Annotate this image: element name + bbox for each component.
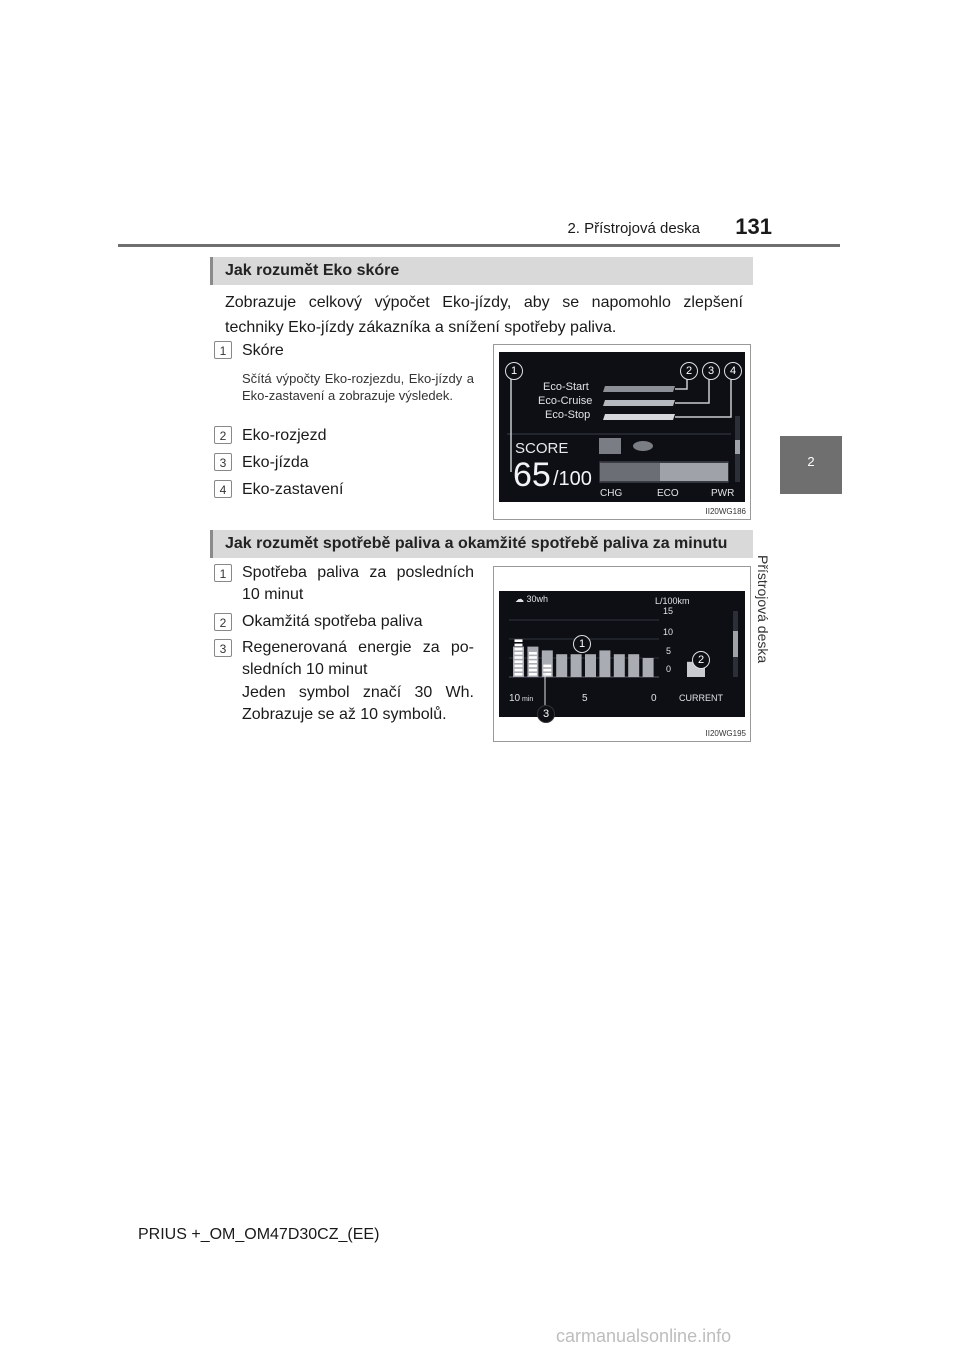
score-label: SCORE (515, 440, 569, 457)
item-number-3: 3 (214, 453, 232, 471)
callout-3b: 3 (537, 705, 555, 723)
callout-1: 1 (505, 362, 523, 380)
callout-1b: 1 (573, 635, 591, 653)
regen-symbol (515, 639, 523, 642)
item-regen-note: Jeden symbol značí 30 Wh. (242, 684, 474, 701)
item-instant-fuel: Okamžitá spotřeba paliva (242, 613, 423, 630)
fuel-chart-figure (493, 566, 751, 742)
score-value: 65 (513, 456, 551, 494)
regen-legend: ☁ 30wh (515, 594, 549, 604)
history-bar (614, 654, 625, 677)
chapter-title: 2. Přístrojová deska (567, 220, 700, 237)
current-label: CURRENT (679, 693, 723, 703)
history-bar (585, 654, 596, 677)
gauge-label-pwr: PWR (711, 488, 735, 499)
history-bar (643, 658, 654, 677)
item-score: Skóre (242, 342, 284, 359)
fuel-chart-screen (499, 591, 745, 717)
history-bar (571, 654, 582, 677)
item-regen-note-cont: Zobrazuje se až 10 symbolů. (242, 706, 447, 723)
eco-stop-bar (603, 414, 675, 420)
history-bar (556, 654, 567, 677)
y-tick-0: 0 (666, 664, 672, 674)
callout-2: 2 (680, 362, 698, 380)
x-label-min: min (522, 696, 534, 703)
unit-label: L/100km (655, 596, 690, 606)
chapter-tab[interactable]: 2 (780, 436, 842, 494)
callout-3: 3 (702, 362, 720, 380)
x-label-5: 5 (582, 693, 588, 704)
item-eco-start: Eko-rozjezd (242, 427, 327, 444)
row-label-eco-start: Eco-Start (543, 381, 589, 393)
item-number-2b: 2 (214, 613, 232, 631)
callout-2b: 2 (692, 651, 710, 669)
regen-symbol (515, 669, 523, 672)
regen-symbol (515, 656, 523, 659)
figure-code-2: II20WG195 (705, 729, 746, 738)
item-number-4: 4 (214, 480, 232, 498)
regen-symbol (529, 660, 537, 663)
item-fuel-10min: Spotřeba paliva za posledních (242, 564, 474, 581)
eco-score-figure (493, 344, 751, 520)
regen-symbol (515, 644, 523, 647)
row-label-eco-cruise: Eco-Cruise (538, 395, 593, 407)
item-fuel-10min-cont: 10 minut (242, 586, 304, 603)
eco-start-bar (603, 386, 675, 392)
regen-symbol (529, 665, 537, 668)
row-label-eco-stop: Eco-Stop (545, 409, 591, 421)
chapter-side-label: Přístrojová deska (755, 555, 771, 664)
regen-symbol (529, 673, 537, 676)
watermark-text: carmanualsonline.info (556, 1326, 732, 1346)
regen-symbol (515, 660, 523, 663)
y-tick-5: 5 (666, 646, 672, 656)
ev-icon (633, 441, 653, 451)
regen-symbol (529, 652, 537, 655)
section-heading-eco-score: Jak rozumět Eko skóre (210, 257, 753, 285)
scroll-thumb (733, 631, 738, 657)
item-eco-cruise: Eko-jízda (242, 454, 309, 471)
header-rule (118, 244, 840, 247)
section-intro: Zobrazuje celkový výpočet Eko-jízdy, aby se napomohlo zlepšení techniky Eko-jízdy zákazníka a snížení spotřeby paliva. (225, 294, 743, 336)
gauge-label-chg: CHG (600, 488, 623, 499)
item-number-1b: 1 (214, 564, 232, 582)
gauge-icon (599, 438, 621, 454)
item-regen: Regenerovaná energie za po- (242, 639, 474, 656)
regen-symbol (529, 656, 537, 659)
callout-4: 4 (724, 362, 742, 380)
regen-symbol (515, 652, 523, 655)
eco-score-screen (499, 352, 745, 502)
history-bar (599, 650, 610, 677)
manual-code: PRIUS +_OM_OM47D30CZ_(EE) (138, 1226, 380, 1243)
regen-symbol (543, 669, 551, 672)
item-number-2: 2 (214, 426, 232, 444)
item-number-3b: 3 (214, 639, 232, 657)
regen-symbol (543, 665, 551, 668)
regen-symbol (515, 673, 523, 676)
x-label-0: 0 (651, 693, 657, 704)
x-label-10: 10 (509, 693, 521, 704)
regen-symbol (515, 665, 523, 668)
figure-code: II20WG186 (705, 507, 746, 516)
regen-symbol (515, 648, 523, 651)
page-number: 131 (735, 214, 772, 239)
y-tick-15: 15 (663, 606, 674, 616)
item-eco-stop: Eko-zastavení (242, 481, 344, 498)
eco-cruise-bar (603, 400, 675, 406)
y-tick-10: 10 (663, 627, 674, 637)
score-max: /100 (553, 468, 592, 490)
item-score-note: Sčítá výpočty Eko-rozjezdu, Eko-jízdy a Eko-zastavení a zobrazuje výsledek. (242, 371, 474, 403)
gauge-label-eco: ECO (657, 488, 679, 499)
item-number-1: 1 (214, 341, 232, 359)
history-bar (628, 654, 639, 677)
section-heading-fuel: Jak rozumět spotřebě paliva a okamžité spotřebě paliva za minutu (210, 530, 753, 558)
item-regen-cont: sledních 10 minut (242, 661, 368, 678)
regen-symbol (529, 669, 537, 672)
